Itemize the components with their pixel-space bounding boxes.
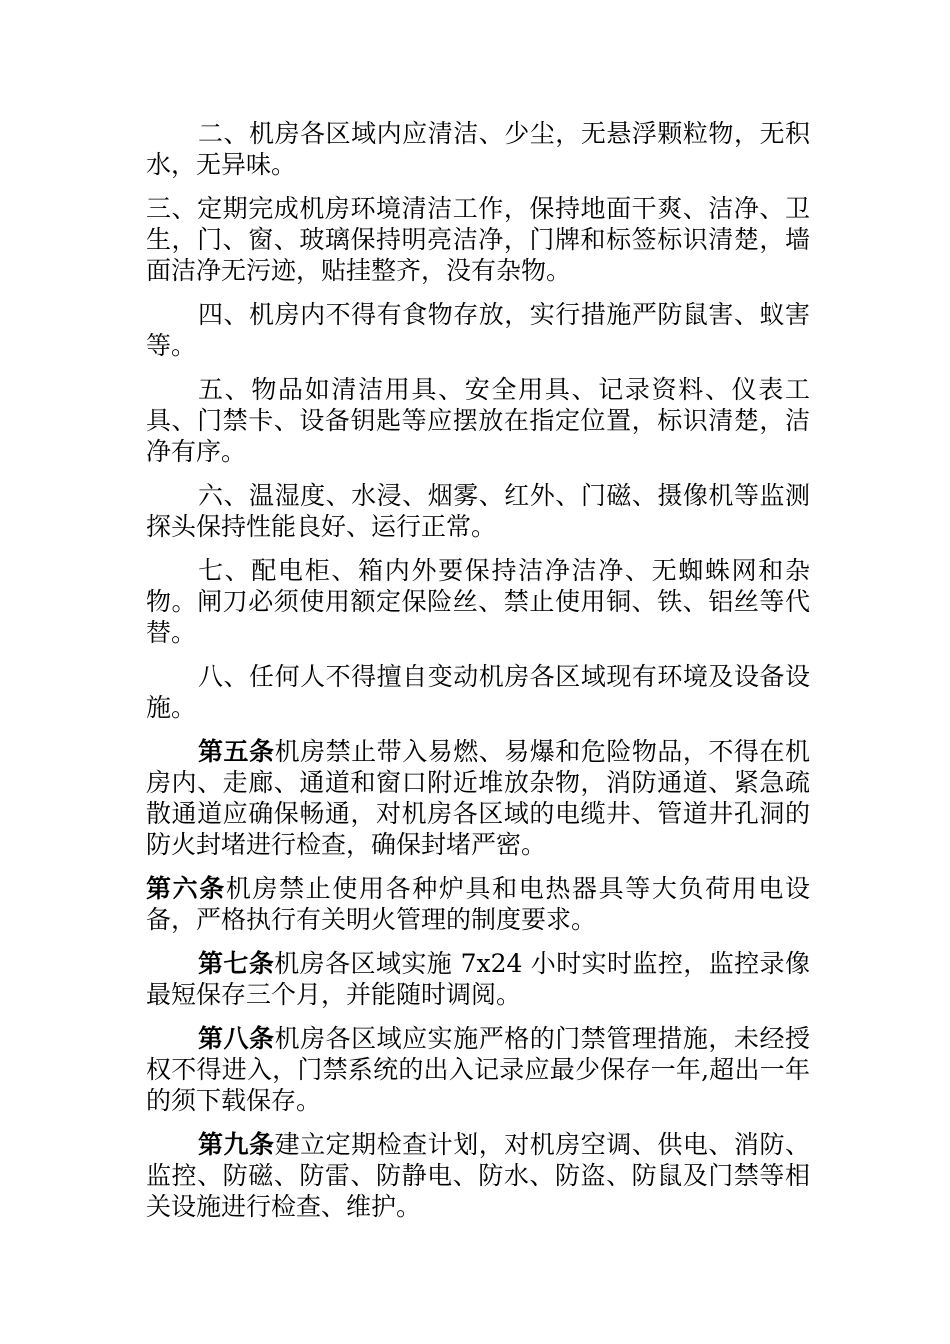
paragraph-item-4 [146,299,810,361]
paragraph-item-8 [146,661,810,723]
article-number: 第七条 [198,949,275,978]
paragraph-item-3 [146,193,810,286]
paragraph-text: 机房禁止带入易燃、易爆和危险物品，不得在机房内、走廊、通道和窗口附近堆放杂物，消防通道、紧急疏散通道应确保畅通，对机房各区域的电缆井、管道井孔洞的防火封堵进行检查，确保封堵严密。 [146,737,810,859]
paragraph-text: 五、物品如清洁用具、安全用具、记录资料、仪表工具、门禁卡、设备钥匙等应摆放在指定位置，标识清楚，洁净有序。 [146,375,810,466]
paragraph-text: 机房各区域应实施严格的门禁管理措施，未经授权不得进入，门禁系统的出入记录应最少保存一年,超出一年的须下载保存。 [146,1024,810,1115]
article-number: 第九条 [198,1130,275,1159]
paragraph-text: 七、配电柜、箱内外要保持洁净洁净、无蜘蛛网和杂物。闸刀必须使用额定保险丝、禁止使用铜、铁、铝丝等代替。 [146,556,810,647]
paragraph-item-2 [146,118,810,180]
paragraph-item-7 [146,555,810,648]
paragraph-article-9 [146,1129,810,1222]
paragraph-text: 机房各区域实施 7x24 小时实时监控，监控录像最短保存三个月，并能随时调阅。 [146,949,810,1009]
paragraph-text: 三、定期完成机房环境清洁工作，保持地面干爽、洁净、卫生，门、窗、玻璃保持明亮洁净，门牌和标签标识清楚，墙面洁净无污迹，贴挂整齐，没有杂物。 [146,194,810,285]
paragraph-article-6 [146,873,810,935]
paragraph-text: 八、任何人不得擅自变动机房各区域现有环境及设备设施。 [146,662,810,722]
paragraph-article-7 [146,948,810,1010]
paragraph-text: 机房禁止使用各种炉具和电热器具等大负荷用电设备，严格执行有关明火管理的制度要求。 [146,874,810,934]
article-number: 第六条 [146,874,226,903]
paragraph-text: 建立定期检查计划，对机房空调、供电、消防、监控、防磁、防雷、防静电、防水、防盗、防鼠及门禁等相关设施进行检查、维护。 [146,1130,810,1221]
paragraph-article-5 [146,736,810,860]
paragraph-text: 六、温湿度、水浸、烟雾、红外、门磁、摄像机等监测探头保持性能良好、运行正常。 [146,481,810,541]
article-number: 第五条 [198,737,275,766]
paragraph-item-6 [146,480,810,542]
article-number: 第八条 [198,1024,275,1053]
paragraph-text: 二、机房各区域内应清洁、少尘，无悬浮颗粒物，无积水，无异味。 [146,119,810,179]
paragraph-item-5 [146,374,810,467]
document-page [146,118,810,1235]
paragraph-article-8 [146,1023,810,1116]
paragraph-text: 四、机房内不得有食物存放，实行措施严防鼠害、蚁害等。 [146,300,810,360]
